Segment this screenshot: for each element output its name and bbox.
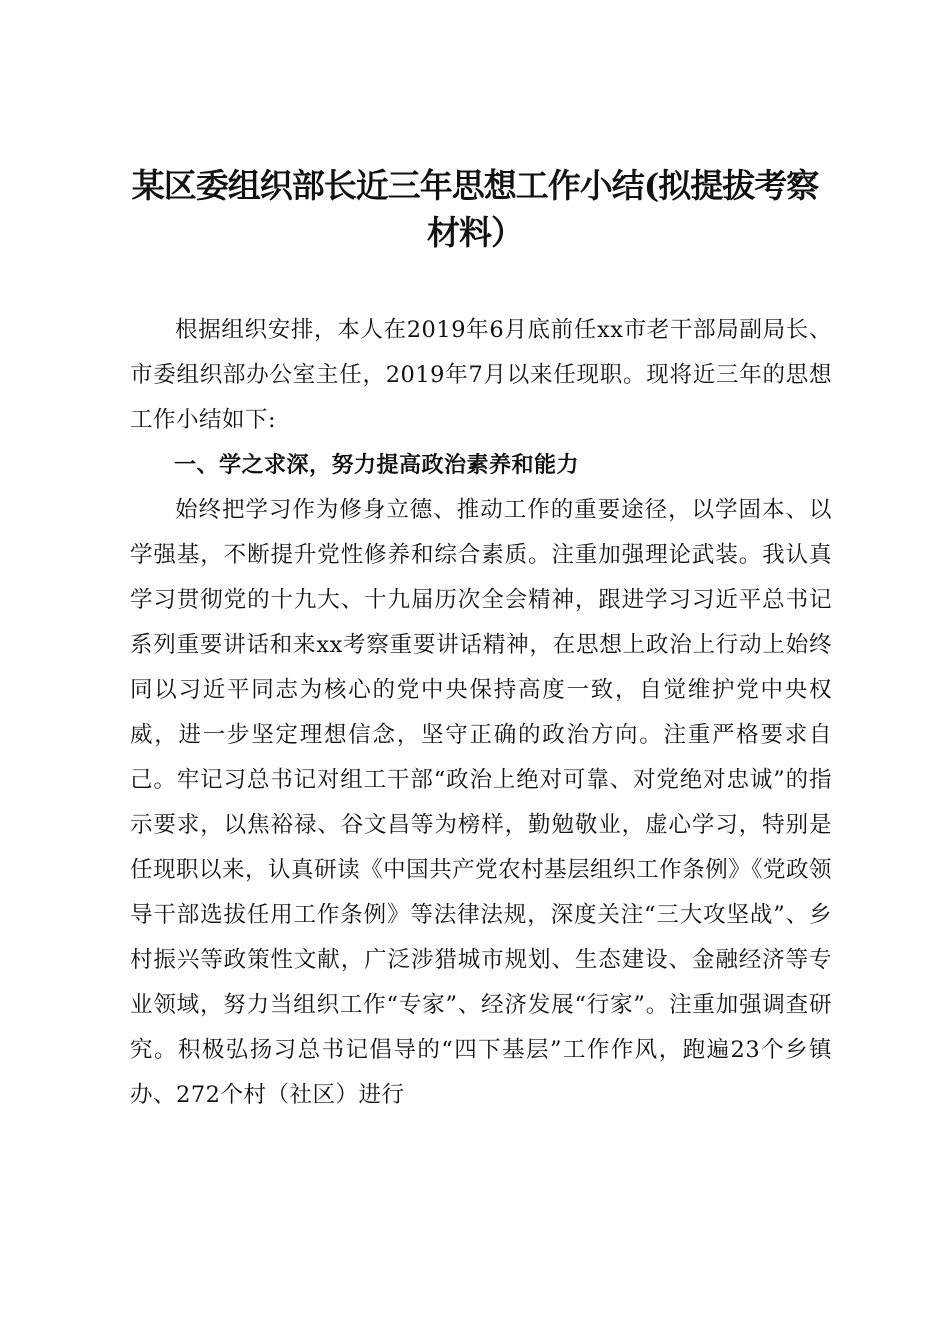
document-body	[130, 308, 832, 1118]
section-1-heading: 一、学之求深，努力提高政治素养和能力	[174, 453, 580, 478]
document-title: 某区委组织部长近三年思想工作小结(拟提拔考察材料）	[131, 166, 819, 252]
section-1-paragraph: 始终把学习作为修身立德、推动工作的重要途径，以学固本、以学强基，不断提升党性修养和综合素质。注重加强理论武装。我认真学习贯彻党的十九大、十九届历次全会精神，跟进学习习近平总书记系列重要讲话和来xx考察重要讲话精神，在思想上政治上行动上始终同以习近平同志为核心的党中央保持高度一致，自觉维护党中央权威，进一步坚定理想信念，坚守正确的政治方向。注重严格要求自己。牢记习总书记对组工干部“政治上绝对可靠、对党绝对忠诚”的指示要求，以焦裕禄、谷文昌等为榜样，勤勉敬业，虚心学习，特别是任现职以来，认真研读《中国共产党农村基层组织工作条例》《党政领导干部选拔任用工作条例》等法律法规，深度关注“三大攻坚战”、乡村振兴等政策性文献，广泛涉猎城市规划、生态建设、金融经济等专业领域，努力当组织工作“专家”、经济发展“行家”。注重加强调查研究。积极弘扬习总书记倡导的“四下基层”工作作风，跑遍23个乡镇办、272个村（社区）进行	[130, 497, 832, 1108]
intro-paragraph: 根据组织安排，本人在2019年6月底前任xx市老干部局副局长、市委组织部办公室主任，2019年7月以来任现职。现将近三年的思想工作小结如下:	[130, 317, 832, 433]
